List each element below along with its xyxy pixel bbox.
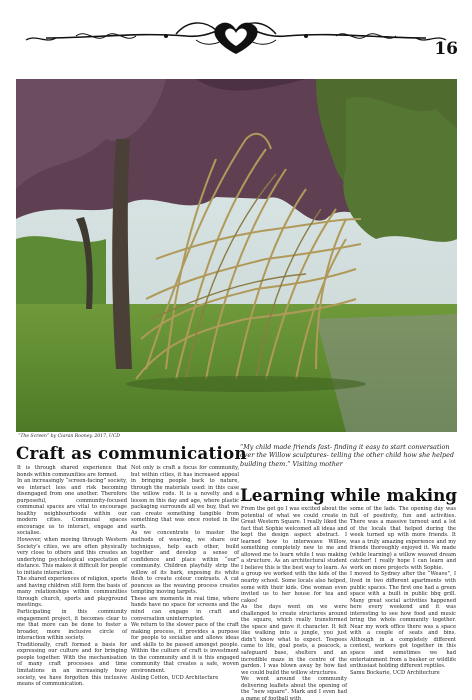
heading-craft-as-communication: Craft as communication <box>16 443 247 463</box>
heading-learning-while-making: Learning while making <box>240 485 458 505</box>
author-credit: Aisling Cotton, UCD Architecture <box>131 674 219 681</box>
article-column-4 <box>350 506 456 676</box>
paragraph: These are moments in real time, where hands have no space for screens and the mind can engage in craft and conversation uninterrupted. <box>131 595 239 622</box>
author-credit: Samu Bockarie, UCD Architecture <box>350 669 440 676</box>
pull-quote: “My child made friends fast- finding it easy to start conversation over the Willow sculptures- telling the other child how she helped building them.” Visiting mother <box>240 443 454 468</box>
paragraph: some of the lads. The opening day was full of positivity, fun and activities. There was a massive turnout and a lot of the locals that helped during the week turned up with more friends. It was a truly amazing experience and my friends thoroughly enjoyed it. We made (while learning) a willow weaved dream catcher! I really hope I can learn and work on more projects with Sophie. <box>350 506 456 571</box>
photo-caption: “The Screen” by Ciaran Rooney, 2017, UCD <box>18 434 120 439</box>
paragraph: As the days went on we were challenged to create structures around the square, which really transformed the space and gave it character. It felt like walking into a jungle, you just didn’t know what to expect. Teepees came to life, goal posts, a peacock, a safeguard base, shelters and an incredible maze in the centre of the garden. I was blown away by how fast we could build the willow structures. <box>241 604 347 676</box>
willow-screen-photo <box>16 79 457 432</box>
paragraph: From the get go I was excited about the potential of what we could create in Great Western Square. I really liked the fact that Sophie welcomed all ideas and kept the design aspect abstract. I learned how to interweave Willow, something completely new to me and allowed me to learn while I was making a structure. As an architectural student I believe this is the best way to learn. As a group we worked with the kids of the nearby school. Some locals also helped, some with their kids. One woman even invited us to her house for tea and cakes! <box>241 506 347 604</box>
header-ornament <box>16 14 456 56</box>
article-column-1 <box>17 465 127 688</box>
paragraph: In an increasingly “screen-facing” society, we interact less and risk becoming disengaged from one another. Therefore purposeful, community-focused communal spaces are vital to encourage healthy neighbourhoods within our modern cities. Communal spaces encourage us to interact, engage and socialise. <box>17 478 127 537</box>
paragraph: We return to the slower pace of the craft making process, it provides a purpose for people to socialise and allows ideas and skills to be passed amongst people. Within the culture of craft is investment in the community and it is this engaged community that creates a safe, woven environment. <box>131 622 239 674</box>
article-column-3 <box>241 506 347 700</box>
paragraph: Not only is craft a focus for community, but within cities, it has increased appeal in bringing people back to nature, through the materials used: in this case the willow rods. It is a novelty and a lesson in this day and age, where plastic packaging surrounds all we buy, that we can create something tangible from something that was once rooted in the earth. <box>131 465 239 530</box>
page-number: 16 <box>434 39 458 59</box>
article-column-2 <box>131 465 239 681</box>
paragraph: I moved to Sydney after the “Weave”, I lived in two different apartments with public spaces. The first one had a green space with a built in public bbq grill. Many great social activities happened here every weekend and it was interesting to see how food and music bring the whole community together. Near my work office there was a space with a couple of seats and bins. Although in a completely different context, workers got together in this space and sometimes we had entertainment from a busker or wildlife enthusiast holding different reptiles. <box>350 571 456 670</box>
paragraph: It is through shared experience that bonds within communities are formed. <box>17 465 127 478</box>
paragraph: However, when moving through Western Society’s cities, we are often physically very close to others and this creates an underlying psychological expectation of distance. This makes it difficult for people to initiate interaction. <box>17 537 127 576</box>
paragraph: As we concentrate to master the methods of weaving, we share our techniques, help each other, build together and develop a sense of confidence and place within “our” community. Children playfully strip the willow of its bark, exposing its white flesh to create colour contrasts. A cat pounces as the weaving process creates tempting moving targets. <box>131 530 239 596</box>
paragraph: Traditionally, craft formed a basis for expressing our culture and for bringing people together. With the mechanisation of many craft processes and time limitations in an increasingly busy society, we have forgotten this inclusive means of communication. <box>17 641 127 688</box>
paragraph: We went around the community delivering leaflets about the opening of the “new square”. Mark and I even had a game of football with <box>241 676 347 700</box>
paragraph: The shared experiences of religion, sports and having children still form the basis of many relationships within communities through church, sports and playground meetings. <box>17 576 127 609</box>
paragraph: Participating in this community engagement project, it becomes clear to me that more can be done to foster a broader, more inclusive circle of interaction within society. <box>17 609 127 642</box>
